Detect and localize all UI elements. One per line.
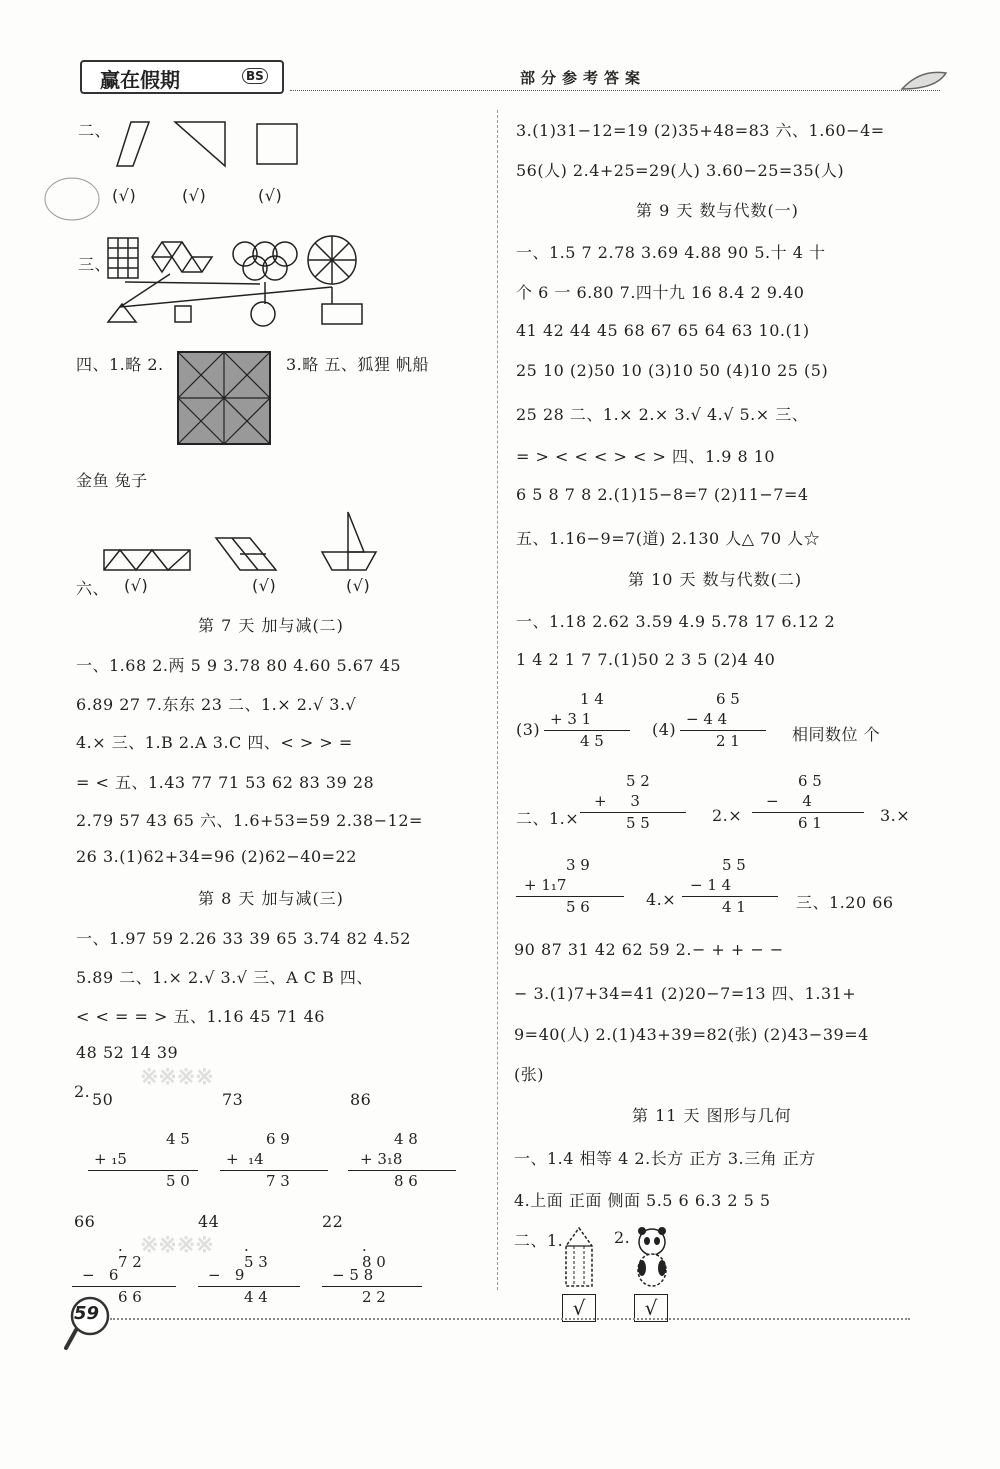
calc-row: · 7 2	[118, 1241, 142, 1271]
calc-rule	[88, 1170, 198, 1171]
calc-rule	[580, 812, 686, 813]
sec3-label: 三、	[78, 255, 112, 274]
answer-line: 3.(1)31−12=19 (2)35+48=83 六、1.60−4=	[516, 121, 885, 140]
calc-row: 2 2	[362, 1288, 386, 1306]
calc-row: 1 4	[580, 690, 604, 708]
calc3-label: (3)	[516, 720, 541, 739]
calc-row: · 5 3	[244, 1241, 268, 1271]
calc-row: 5 2	[626, 772, 650, 790]
book-logo	[80, 60, 284, 94]
calc-row: 6 6	[118, 1288, 142, 1306]
day10-title: 第 10 天 数与代数(二)	[628, 570, 803, 589]
answer-line: 一、1.5 7 2.78 3.69 4.88 90 5.十 4 十	[516, 243, 826, 262]
matching-figures	[100, 232, 365, 328]
add-answer: 86	[350, 1090, 372, 1109]
footer-rule	[110, 1318, 910, 1320]
calc-row: · 8 0	[362, 1241, 386, 1271]
check-answer: (√)	[252, 576, 277, 595]
calc-rule	[516, 896, 624, 897]
calc-row: 4 4	[244, 1288, 268, 1306]
sec4-line1-a: 四、1.略 2.	[76, 355, 164, 374]
calc-row: − 4 4	[686, 710, 728, 728]
sub-answer: 22	[322, 1212, 344, 1231]
check-answer: (√)	[124, 576, 149, 595]
vertical-addition	[348, 1130, 460, 1192]
calc-row: + ₁5	[94, 1150, 127, 1168]
calc-row: 6 5	[716, 690, 740, 708]
answer-line: 4.× 三、1.B 2.A 3.C 四、< > > =	[76, 733, 353, 752]
check-answer: (√)	[346, 576, 371, 595]
calc-row: 8 6	[394, 1172, 418, 1190]
calc-row: − 4	[766, 792, 812, 810]
calc-row: 5 5	[626, 814, 650, 832]
calc-row: 6 5	[798, 772, 822, 790]
answer-line: 五、1.16−9=7(道) 2.130 人△ 70 人☆	[516, 529, 821, 548]
answer-line: 6 5 8 7 8 2.(1)15−8=7 (2)11−7=4	[516, 485, 809, 504]
calc-row: + 3	[594, 792, 640, 810]
calc-rule	[220, 1170, 328, 1171]
sec4-line1-b: 3.略 五、狐狸 帆船	[286, 355, 429, 374]
vertical-addition	[580, 772, 690, 834]
pencil-figure	[562, 1226, 596, 1292]
calc-row: 6 1	[798, 814, 822, 832]
answer-line: 5.89 二、1.× 2.√ 3.√ 三、A C B 四、	[76, 968, 373, 987]
answer-line: − 3.(1)7+34=41 (2)20−7=13 四、1.31+	[514, 984, 857, 1003]
check-box: √	[634, 1294, 668, 1322]
calc-row: + 3₁8	[360, 1150, 403, 1168]
answer-line: 26 3.(1)62+34=96 (2)62−40=22	[76, 847, 357, 866]
column-divider	[497, 110, 498, 1290]
tangram-figures	[100, 508, 400, 578]
sec2-q3: 3.×	[880, 806, 911, 825]
check-box: √	[562, 1294, 596, 1322]
leaf-icon	[900, 67, 950, 93]
watermark: ※※※※	[140, 1232, 214, 1258]
sec4-line2: 金鱼 兔子	[76, 471, 148, 490]
stamp-icon	[42, 174, 102, 224]
calc-row: 5 5	[722, 856, 746, 874]
calc-rule	[544, 730, 630, 731]
calc-row: 5 6	[566, 898, 590, 916]
calc-row: − 9	[208, 1266, 245, 1284]
vertical-addition	[220, 1130, 332, 1192]
calc-rule	[680, 730, 766, 731]
calc-row: + 1₁7	[524, 876, 567, 894]
answer-line: 一、1.4 相等 4 2.长方 正方 3.三角 正方	[514, 1149, 816, 1168]
calc-rule	[752, 812, 864, 813]
watermark: ※※※※	[140, 1064, 214, 1090]
answer-line: < < = = > 五、1.16 45 71 46	[76, 1007, 325, 1026]
header-title: 部分参考答案	[520, 69, 647, 87]
sec2-q1: 二、1.×	[516, 809, 580, 828]
answer-line: 9=40(人) 2.(1)43+39=82(张) (2)43−39=4	[514, 1025, 869, 1044]
vertical-subtraction	[198, 1241, 304, 1308]
answer-line: 1 4 2 1 7 7.(1)50 2 3 5 (2)4 40	[516, 650, 776, 669]
sec2-q2: 2.×	[712, 806, 743, 825]
add-answer: 50	[92, 1090, 114, 1109]
panda-figure	[634, 1226, 670, 1292]
sec2-q4: 4.×	[646, 890, 677, 909]
day8-title: 第 8 天 加与减(三)	[198, 889, 344, 908]
calc-row: 4 1	[722, 898, 746, 916]
answer-line: 个 6 一 6.80 7.四十九 16 8.4 2 9.40	[516, 283, 805, 302]
vertical-addition	[516, 856, 628, 918]
day11-q2: 2.	[614, 1228, 631, 1247]
calc-row: 6 9	[266, 1130, 290, 1148]
calc-row: + ₁4	[226, 1150, 264, 1168]
answer-line: 41 42 44 45 68 67 65 64 63 10.(1)	[516, 321, 810, 340]
calc-rule	[72, 1286, 176, 1287]
page-header	[70, 55, 940, 95]
answer-line: 4.上面 正面 侧面 5.5 6 6.3 2 5 5	[514, 1191, 771, 1210]
calc-row: 4 5	[166, 1130, 190, 1148]
calc-row: 2 1	[716, 732, 740, 750]
calc-row: − 1 4	[690, 876, 732, 894]
day11-title: 第 11 天 图形与几何	[632, 1106, 792, 1125]
answer-line: 25 10 (2)50 10 (3)10 50 (4)10 25 (5)	[516, 361, 829, 380]
logo-sub: BS	[242, 68, 268, 84]
answer-line: (张)	[514, 1065, 544, 1084]
sec6-label: 六、	[76, 579, 110, 598]
day8-q2-label: 2.	[74, 1082, 91, 1101]
header-rule	[290, 90, 940, 91]
vertical-subtraction	[322, 1241, 428, 1308]
answer-line: 48 52 14 39	[76, 1043, 179, 1062]
vertical-addition	[544, 690, 634, 752]
sub-answer: 44	[198, 1212, 220, 1231]
answer-line: 一、1.97 59 2.26 33 39 65 3.74 82 4.52	[76, 929, 411, 948]
sec2-label: 二、	[78, 121, 112, 140]
shape-figures	[105, 118, 305, 170]
logo-text: 赢在假期	[100, 68, 180, 92]
answer-line: 25 28 二、1.× 2.× 3.√ 4.√ 5.× 三、	[516, 405, 809, 424]
sub-answer: 66	[74, 1212, 96, 1231]
calc-row: + 3 1	[550, 710, 592, 728]
calc-suffix: 相同数位 个	[792, 725, 881, 744]
calc-row: 3 9	[566, 856, 590, 874]
calc-row: 7 3	[266, 1172, 290, 1190]
check-answer: (√)	[258, 186, 283, 205]
check-answer: (√)	[182, 186, 207, 205]
answer-line: 一、1.68 2.两 5 9 3.78 80 4.60 5.67 45	[76, 656, 402, 675]
answer-line: = < 五、1.43 77 71 53 62 83 39 28	[76, 773, 375, 792]
vertical-subtraction	[680, 690, 770, 752]
vertical-addition	[88, 1130, 200, 1192]
answer-line: 90 87 31 42 62 59 2.− + + − −	[514, 940, 784, 959]
calc-row: − 5 8	[332, 1266, 374, 1284]
day7-title: 第 7 天 加与减(二)	[198, 616, 344, 635]
answer-line: = > < < < > < > 四、1.9 8 10	[516, 447, 776, 466]
calc-rule	[682, 896, 778, 897]
calc-row: − 6	[82, 1266, 119, 1284]
day9-title: 第 9 天 数与代数(一)	[636, 201, 799, 220]
page-number: 59	[74, 1303, 100, 1324]
sec3-part: 三、1.20 66	[796, 893, 894, 912]
answer-line: 2.79 57 43 65 六、1.6+53=59 2.38−12=	[76, 811, 423, 830]
day11-sec2: 二、1.	[514, 1231, 564, 1250]
calc-rule	[348, 1170, 456, 1171]
calc-row: 5 0	[166, 1172, 190, 1190]
vertical-subtraction	[682, 856, 782, 918]
check-answer: (√)	[112, 186, 137, 205]
vertical-subtraction	[752, 772, 868, 834]
answer-line: 一、1.18 2.62 3.59 4.9 5.78 17 6.12 2	[516, 612, 836, 631]
calc-rule	[198, 1286, 300, 1287]
calc4-label: (4)	[652, 720, 677, 739]
add-answer: 73	[222, 1090, 244, 1109]
calc-row: 4 8	[394, 1130, 418, 1148]
answer-line: 56(人) 2.4+25=29(人) 3.60−25=35(人)	[516, 161, 845, 180]
calc-rule	[322, 1286, 422, 1287]
answer-line: 6.89 27 7.东东 23 二、1.× 2.√ 3.√	[76, 695, 357, 714]
tangram-square	[176, 350, 272, 446]
calc-row: 4 5	[580, 732, 604, 750]
